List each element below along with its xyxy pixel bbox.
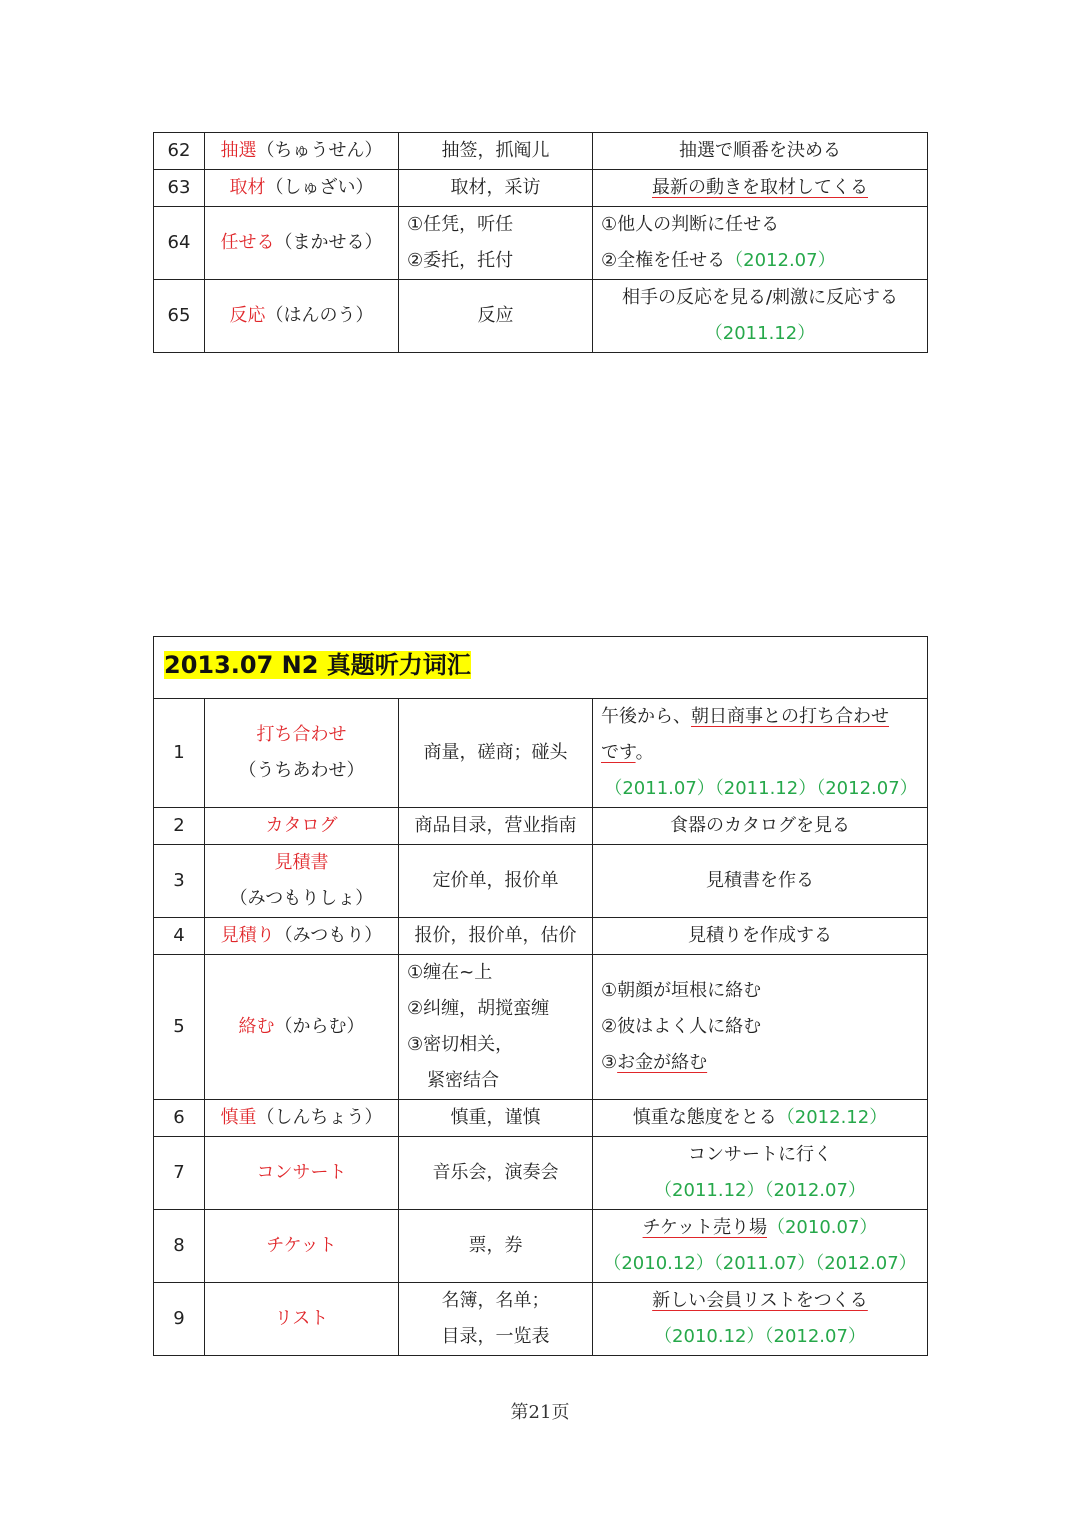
example-text: 慎重な態度をとる [632,1107,777,1128]
table-row [154,845,928,918]
vocab-word [205,918,399,955]
table-header-row [154,637,928,699]
table-row [154,170,928,207]
meaning: 取材，采访 [399,170,593,207]
example-line [601,1045,921,1081]
meaning: 慎重，谨慎 [399,1100,593,1137]
year-tag: （2010.12）（2012.07） [654,1326,866,1347]
year-tag: （2010.07） [766,1217,878,1238]
row-number: 3 [154,845,205,918]
example-text: です [601,742,636,763]
word: 打ち合わせ [256,724,347,745]
example: 食器のカタログを見る [593,808,928,845]
example [593,699,928,808]
table-row [154,207,928,280]
meaning: 票，券 [399,1210,593,1283]
year-tag: （2011.12） [704,323,816,344]
example-text: ③ [601,1052,618,1073]
example-line: 相手の反応を見る/刺激に反応する [621,287,899,308]
example [593,955,928,1100]
word: 見積書 [274,852,329,873]
meaning: 报价，报价单，估价 [399,918,593,955]
meaning-line: 紧密结合 [427,1070,499,1091]
meaning-line: 目录，一览表 [441,1326,550,1347]
row-number: 7 [154,1137,205,1210]
vocab-table-2 [153,636,928,1356]
meaning [399,955,593,1100]
word: 反応 [229,305,266,326]
example [593,1283,928,1356]
meaning-line: ③密切相关， [407,1034,514,1055]
meaning-line: 名簿，名单； [441,1290,550,1311]
example-text: 最新の動きを取材してくる [652,177,868,198]
vocab-word [205,699,399,808]
table-row [154,808,928,845]
meaning: 抽签，抓阄儿 [399,133,593,170]
vocab-word [205,170,399,207]
reading: （しんちょう） [256,1107,383,1128]
meaning-line: ②委托，托付 [407,250,514,271]
reading: （うちあわせ） [238,760,365,781]
table-row [154,699,928,808]
row-number: 6 [154,1100,205,1137]
meaning-line: ②纠缠，胡搅蛮缠 [407,998,550,1019]
vocab-word [205,1100,399,1137]
example-text: チケット売り場 [642,1217,767,1238]
table-row [154,1100,928,1137]
word: コンサート [205,1137,399,1210]
table-row [154,955,928,1100]
meaning: 定价单，报价单 [399,845,593,918]
example [593,1137,928,1210]
row-number: 65 [154,280,205,353]
word: 絡む [238,1016,275,1037]
row-number: 2 [154,808,205,845]
example: 見積りを作成する [593,918,928,955]
example-text: 午後から、 [601,706,691,727]
vocab-word [205,955,399,1100]
reading: （みつもり） [274,925,383,946]
word: 抽選 [220,140,257,161]
meaning: 音乐会，演奏会 [399,1137,593,1210]
year-tag: （2011.12）（2012.07） [654,1180,866,1201]
row-number: 63 [154,170,205,207]
reading: （ちゅうせん） [256,140,383,161]
table-row [154,918,928,955]
meaning-line: ①缠在~上 [407,962,493,983]
example-line [601,699,921,735]
table-row [154,1137,928,1210]
example-line [599,1283,921,1319]
vocab-word [205,280,399,353]
example [593,1100,928,1137]
table-row [154,1210,928,1283]
example-text: 朝日商事との打ち合わせ [691,706,889,727]
vocab-word [205,207,399,280]
example-text: 新しい会員リストをつくる [652,1290,868,1311]
vocab-word [205,133,399,170]
example-line [599,1210,921,1246]
example-line [601,243,921,279]
example-text: ②全権を任せる [601,250,726,271]
row-number: 8 [154,1210,205,1283]
example-line: ①朝顔が垣根に絡む [601,980,762,1001]
reading: （しゅざい） [265,177,374,198]
row-number: 1 [154,699,205,808]
word: 見積り [220,925,275,946]
meaning: 商量，磋商；碰头 [399,699,593,808]
example [593,280,928,353]
example [593,170,928,207]
vocab-table-1 [153,132,928,353]
year-tag: （2012.12） [776,1107,888,1128]
example-text: 。 [635,742,654,763]
example-line: ②彼はよく人に絡む [601,1016,762,1037]
row-number: 9 [154,1283,205,1356]
row-number: 5 [154,955,205,1100]
example-line [601,735,921,771]
example-text: お金が絡む [617,1052,708,1073]
row-number: 4 [154,918,205,955]
year-tag: （2010.12）（2011.07）（2012.07） [603,1253,917,1274]
word: チケット [205,1210,399,1283]
table-row [154,133,928,170]
example: 抽選で順番を決める [593,133,928,170]
year-tag: （2012.07） [725,250,836,271]
example [593,1210,928,1283]
meaning-line: ①任凭，听任 [407,214,514,235]
example-line: コンサートに行く [688,1144,832,1165]
row-number: 62 [154,133,205,170]
table-title-cell [154,637,928,699]
word: 任せる [220,232,275,253]
reading: （はんのう） [265,305,374,326]
meaning [399,207,593,280]
word: 取材 [229,177,266,198]
row-number: 64 [154,207,205,280]
table-row [154,1283,928,1356]
vocab-word [205,845,399,918]
table-title: 2013.07 N2 真题听力词汇 [164,651,471,679]
word: カタログ [205,808,399,845]
table-row [154,280,928,353]
reading: （からむ） [274,1016,365,1037]
meaning: 商品目录，营业指南 [399,808,593,845]
example-line: ①他人の判断に任せる [601,214,780,235]
page-number: 第21页 [510,1402,570,1423]
example: 見積書を作る [593,845,928,918]
word: リスト [205,1283,399,1356]
word: 慎重 [220,1107,257,1128]
meaning: 反应 [399,280,593,353]
reading: （まかせる） [274,232,383,253]
meaning [399,1283,593,1356]
example [593,207,928,280]
year-tag: （2011.07）（2011.12）（2012.07） [604,778,918,799]
reading: （みつもりしょ） [229,888,374,909]
